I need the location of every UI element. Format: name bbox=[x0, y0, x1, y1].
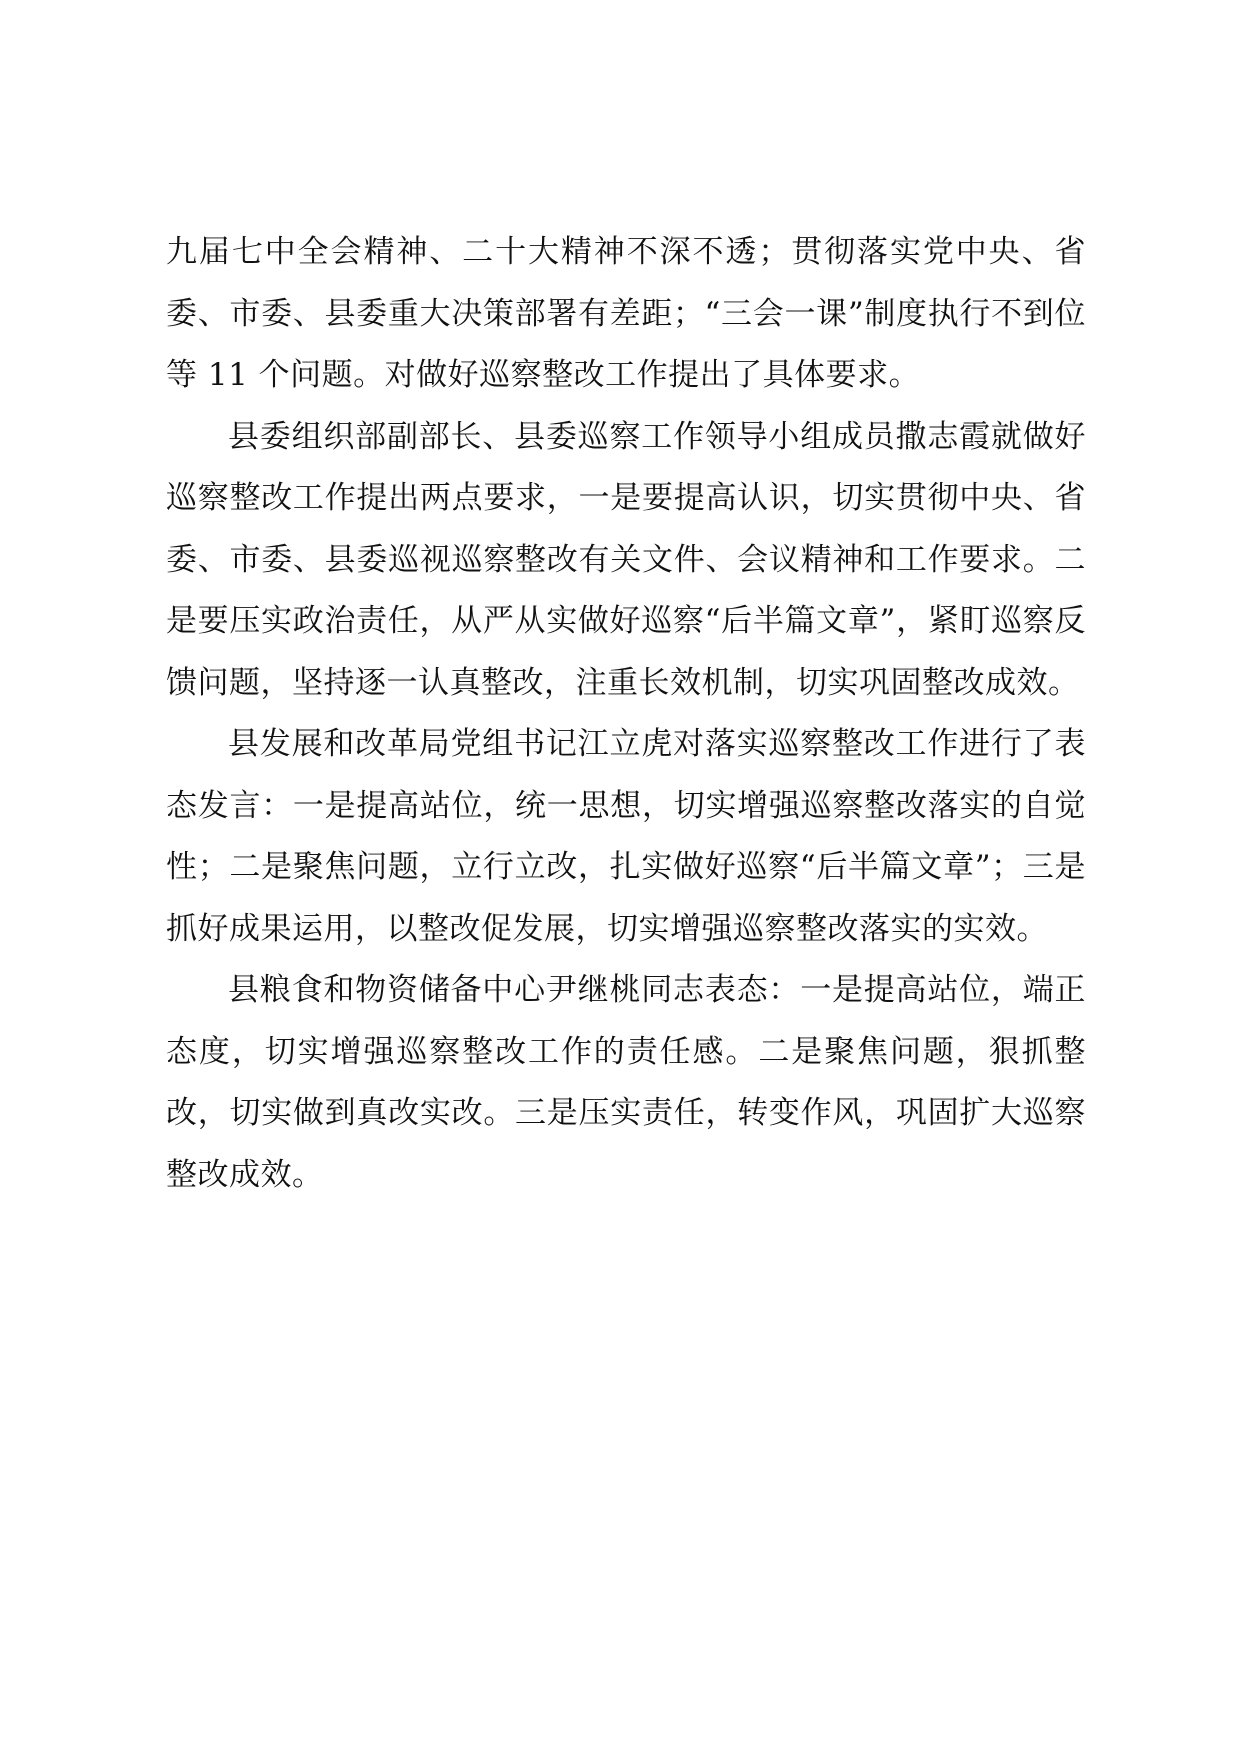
paragraph-continuation: 九届七中全会精神、二十大精神不深不透；贯彻落实党中央、省委、市委、县委重大决策部署有差距；“三会一课”制度执行不到位等 11 个问题。对做好巡察整改工作提出了具体要求。 bbox=[166, 234, 1086, 393]
paragraph-grain-reserve-statement: 县粮食和物资储备中心尹继桃同志表态：一是提高站位，端正态度，切实增强巡察整改工作的责任感。二是聚焦问题，狠抓整改，切实做到真改实改。三是压实责任，转变作风，巩固扩大巡察整改成效。 bbox=[166, 972, 1086, 1193]
document-body bbox=[166, 222, 1086, 1206]
paragraph-development-reform-statement: 县发展和改革局党组书记江立虎对落实巡察整改工作进行了表态发言：一是提高站位，统一思想，切实增强巡察整改落实的自觉性；二是聚焦问题，立行立改，扎实做好巡察“后半篇文章”；三是抓好成果运用，以整改促发展，切实增强巡察整改落实的实效。 bbox=[166, 726, 1086, 947]
paragraph-organization-dept-requirements: 县委组织部副部长、县委巡察工作领导小组成员撒志霞就做好巡察整改工作提出两点要求，一是要提高认识，切实贯彻中央、省委、市委、县委巡视巡察整改有关文件、会议精神和工作要求。二是要压实政治责任，从严从实做好巡察“后半篇文章”，紧盯巡察反馈问题，坚持逐一认真整改，注重长效机制，切实巩固整改成效。 bbox=[166, 418, 1086, 701]
